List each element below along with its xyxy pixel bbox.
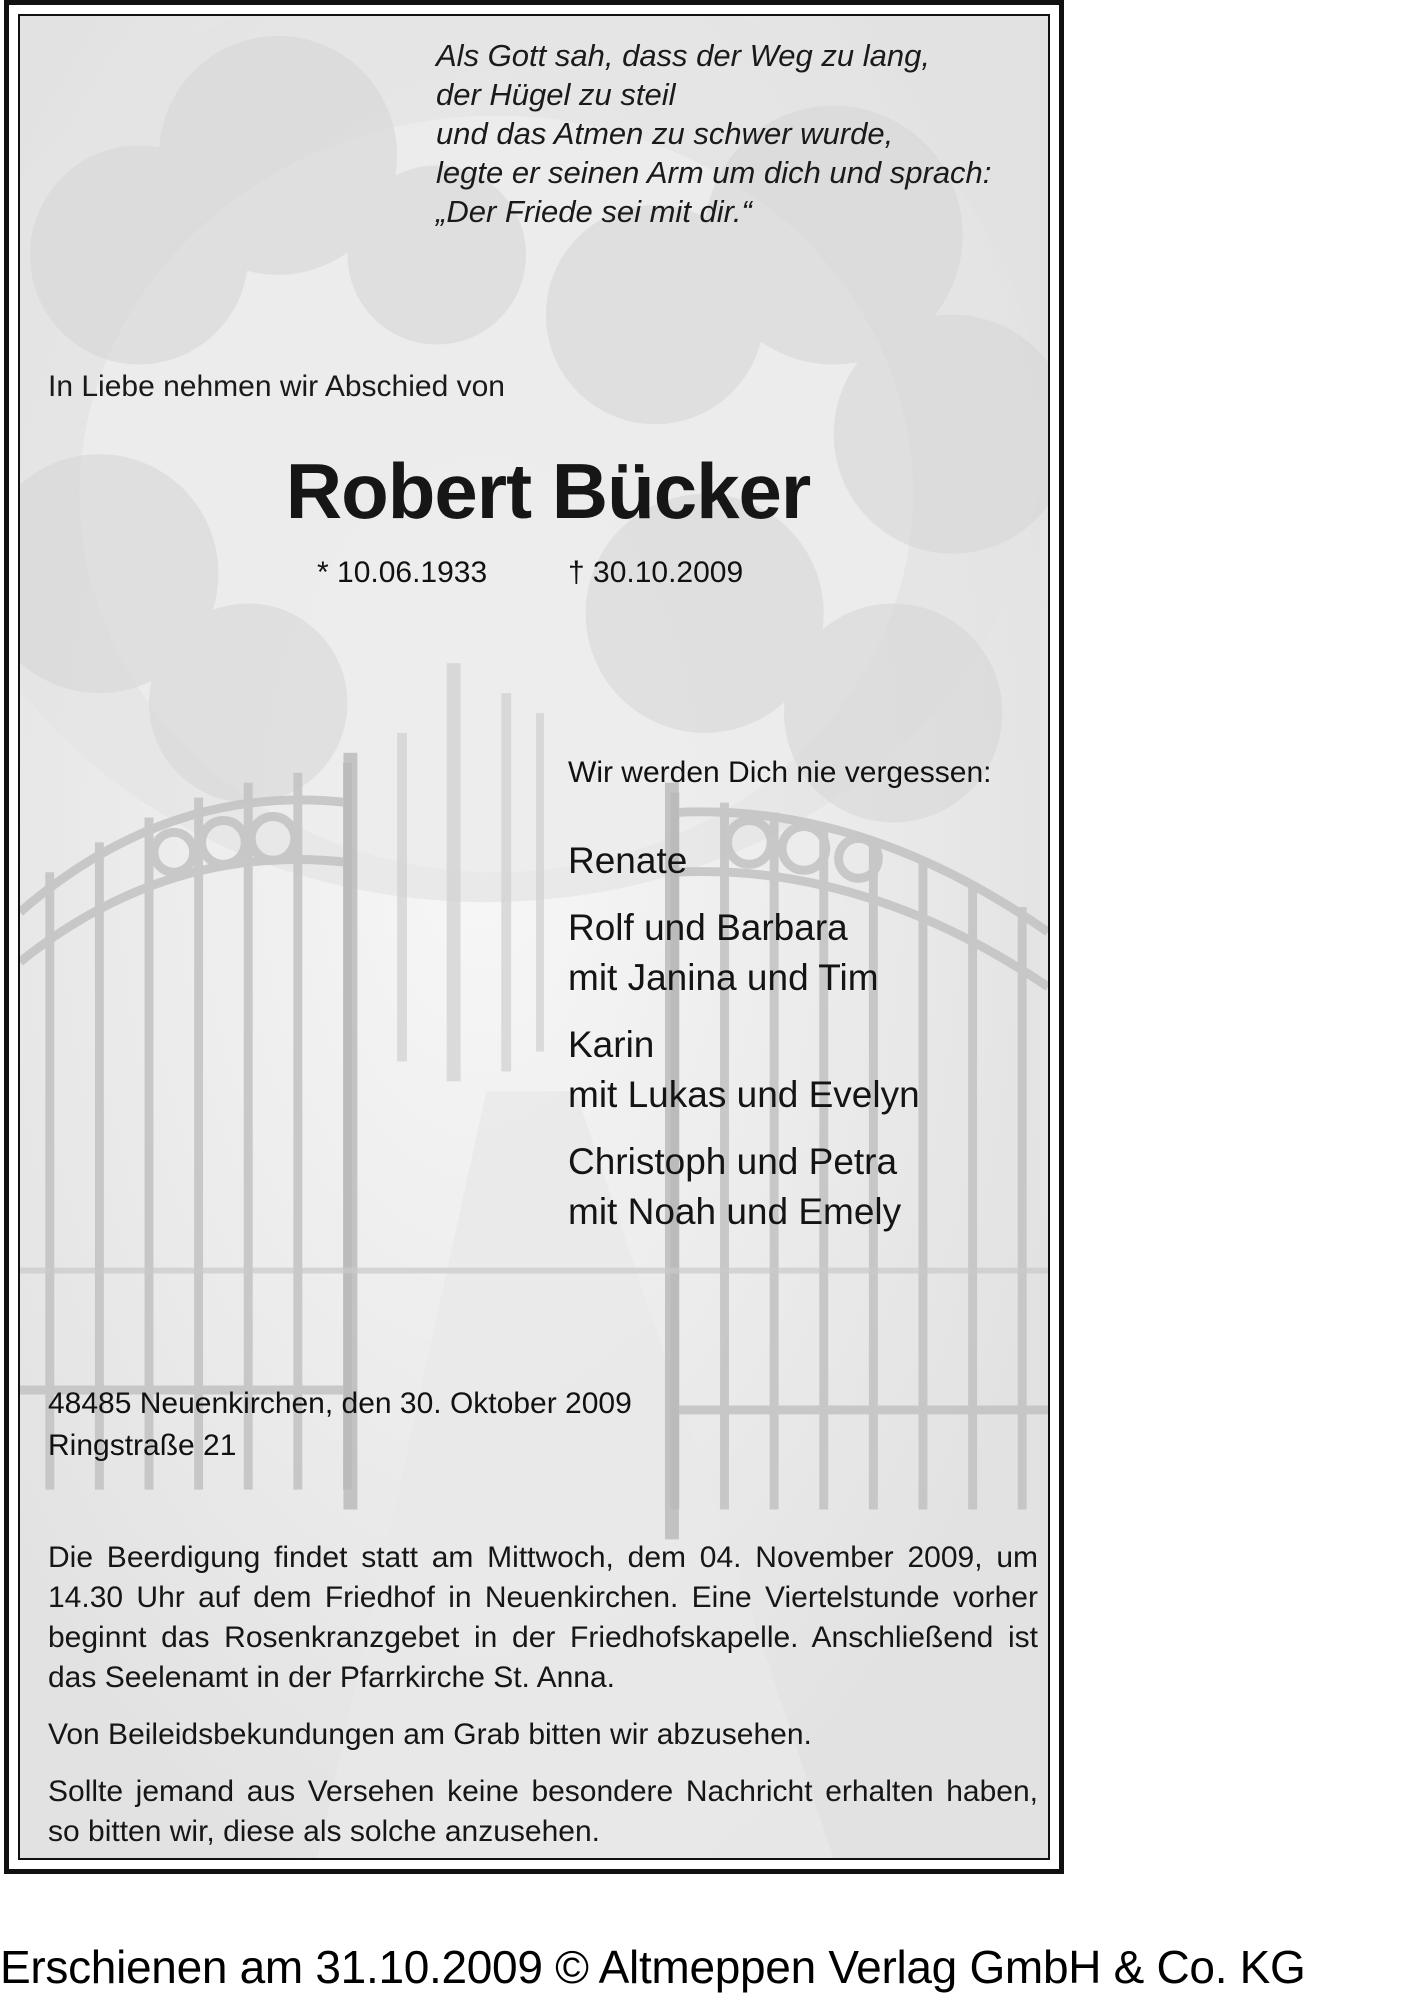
poem-line: und das Atmen zu schwer wurde, <box>436 116 894 151</box>
publisher-footer: Erschienen am 31.10.2009 © Altmeppen Verlag GmbH & Co. KG <box>0 1941 1306 1993</box>
mourner-line: Christoph und Petra <box>568 1141 898 1182</box>
address-block <box>48 1383 632 1467</box>
mourners-list <box>568 836 920 1254</box>
obituary-notice <box>4 0 1064 1874</box>
notice-inner-frame <box>18 14 1050 1860</box>
farewell-intro: In Liebe nehmen wir Abschied von <box>48 370 505 403</box>
condolence-paragraph: Von Beileidsbekundungen am Grab bitten wir abzusehen. <box>48 1718 812 1751</box>
mourner-line: mit Janina und Tim <box>568 957 879 998</box>
mourner-line: Rolf und Barbara <box>568 907 848 948</box>
poem-line: Als Gott sah, dass der Weg zu lang, <box>436 38 930 73</box>
mourner-group <box>568 903 920 1003</box>
mourner-group <box>568 836 920 886</box>
mourner-group <box>568 1137 920 1237</box>
mourner-group <box>568 1020 920 1120</box>
birth-date: * 10.06.1933 <box>317 556 488 589</box>
poem-line: „Der Friede sei mit dir.“ <box>436 194 752 229</box>
mourner-line: mit Noah und Emely <box>568 1191 902 1232</box>
funeral-paragraph: Die Beerdigung findet statt am Mittwoch, dem 04. November 2009, um 14.30 Uhr auf dem Friedhof in Neuenkirchen. Eine Viertelstunde vorher beginnt das Rosenkranzgebet in der Friedhofskapelle. Anschließend ist das Seelenamt in der Pfarrkirche St. Anna. <box>48 1541 1038 1694</box>
street-address: Ringstraße 21 <box>48 1429 237 1462</box>
notice-paragraph: Sollte jemand aus Versehen keine besondere Nachricht erhalten haben, so bitten wir, diese als solche anzusehen. <box>48 1775 1038 1848</box>
funeral-details <box>48 1538 1038 1860</box>
poem-line: legte er seinen Arm um dich und sprach: <box>436 155 992 190</box>
poem <box>436 36 991 231</box>
deceased-name: Robert Bücker <box>285 447 811 535</box>
place-and-date: 48485 Neuenkirchen, den 30. Oktober 2009 <box>48 1387 632 1420</box>
poem-line: der Hügel zu steil <box>436 77 676 112</box>
mourners-intro: Wir werden Dich nie vergessen: <box>568 756 992 789</box>
mourner-line: Renate <box>568 840 688 881</box>
death-date: † 30.10.2009 <box>568 556 744 589</box>
mourner-line: Karin <box>568 1024 655 1065</box>
mourner-line: mit Lukas und Evelyn <box>568 1074 920 1115</box>
